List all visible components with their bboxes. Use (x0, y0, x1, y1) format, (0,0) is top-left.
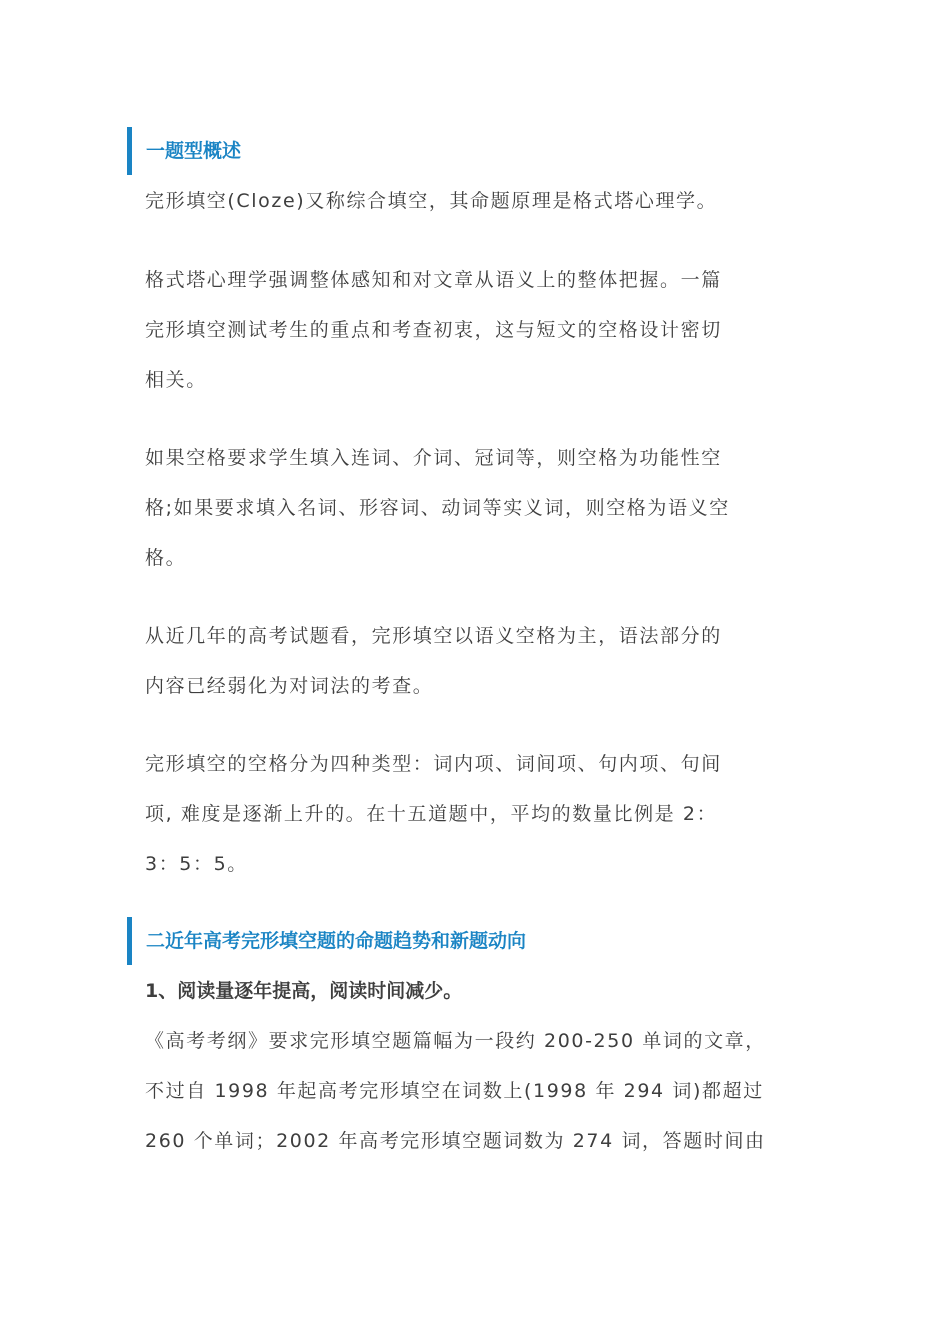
paragraph-2 (145, 255, 835, 405)
paragraph-5 (145, 739, 835, 889)
text-line: 如果空格要求学生填入连词、介词、冠词等，则空格为功能性空 (145, 447, 722, 469)
paragraph-3 (145, 433, 835, 583)
text-line: 格式塔心理学强调整体感知和对文章从语义上的整体把握。一篇 (145, 269, 722, 291)
text-line: 3：5：5。 (145, 853, 248, 875)
text-line: 260 个单词；2002 年高考完形填空题词数为 274 词，答题时间由 (145, 1130, 766, 1152)
text-line: 格。 (145, 547, 187, 569)
text-line: 内容已经弱化为对词法的考查。 (145, 675, 434, 697)
text-line: 完形填空(Cloze)又称综合填空，其命题原理是格式塔心理学。 (145, 190, 718, 212)
section-heading-trends: 二近年高考完形填空题的命题趋势和新题动向 (127, 917, 526, 965)
text-line: 项, 难度是逐渐上升的。在十五道题中，平均的数量比例是 2： (145, 803, 718, 825)
paragraph-6 (145, 1016, 835, 1166)
text-line: 不过自 1998 年起高考完形填空在词数上(1998 年 294 词)都超过 (145, 1080, 764, 1102)
text-line: 格;如果要求填入名词、形容词、动词等实义词，则空格为语义空 (145, 497, 730, 519)
section-heading-overview: 一题型概述 (127, 127, 241, 175)
text-line: 《高考考纲》要求完形填空题篇幅为一段约 200-250 单词的文章， (145, 1030, 766, 1052)
paragraph-4 (145, 611, 835, 711)
paragraph-1 (145, 176, 835, 226)
text-line: 完形填空的空格分为四种类型：词内项、词间项、句内项、句间 (145, 753, 722, 775)
text-line: 从近几年的高考试题看，完形填空以语义空格为主，语法部分的 (145, 625, 722, 647)
text-line: 完形填空测试考生的重点和考查初衷，这与短文的空格设计密切 (145, 319, 722, 341)
text-line: 相关。 (145, 369, 207, 391)
subheading-reading-volume: 1、阅读量逐年提高，阅读时间减少。 (145, 980, 463, 1002)
